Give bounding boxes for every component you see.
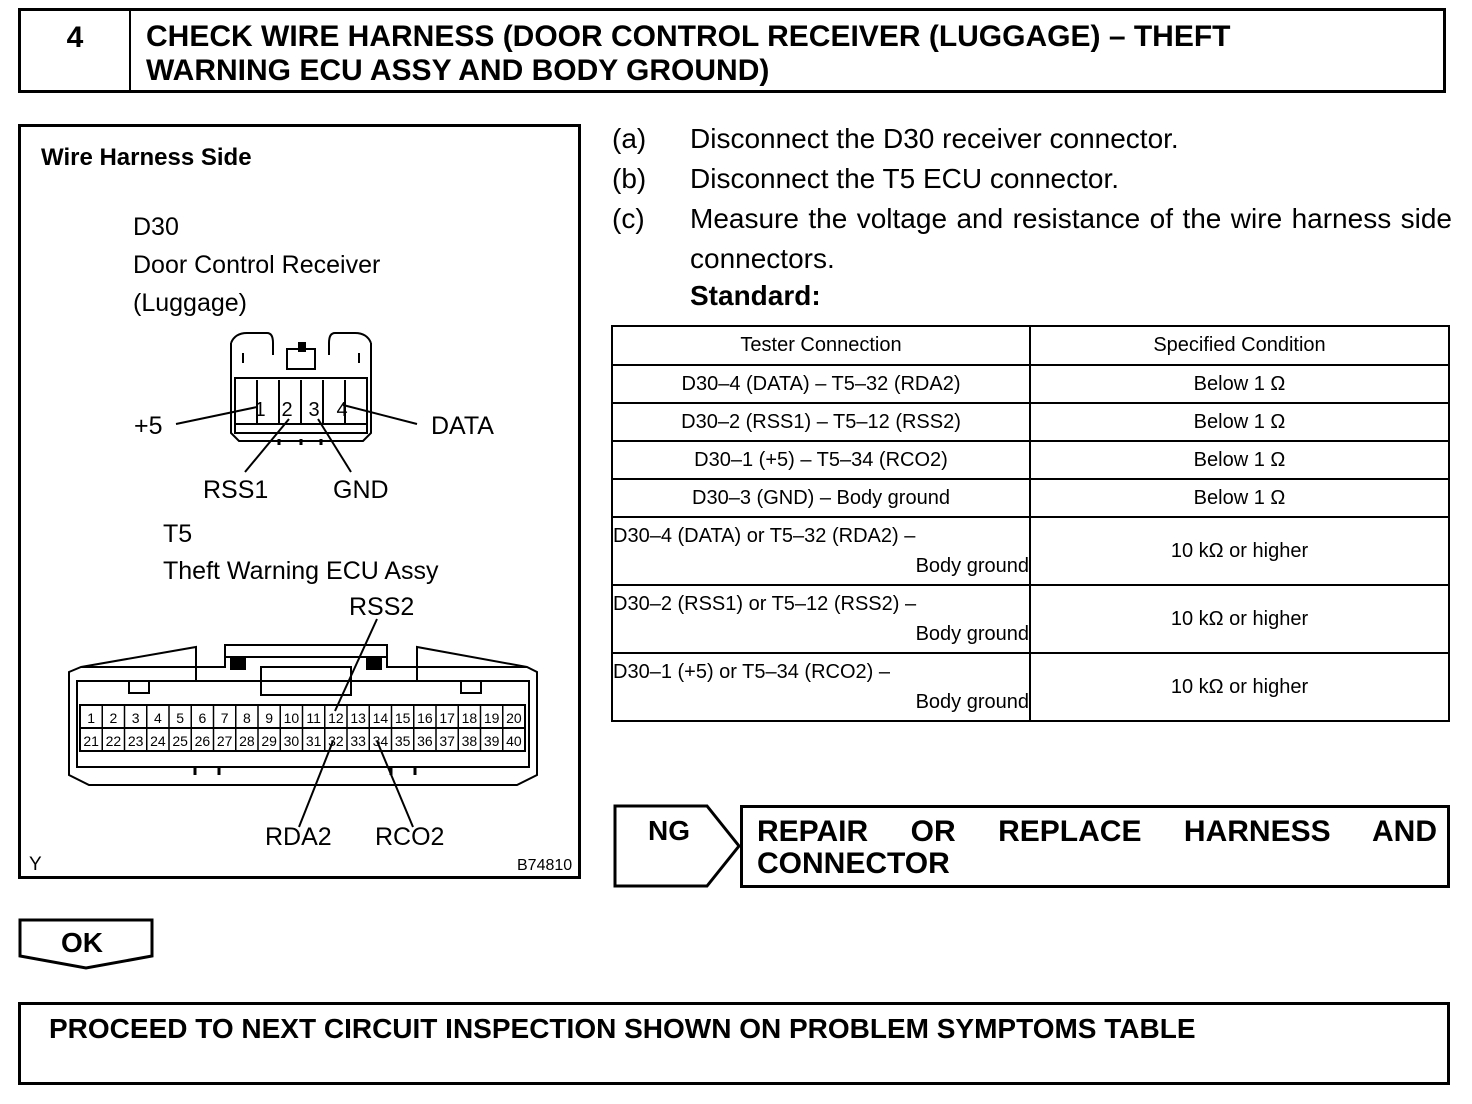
- t5-pin-26: 26: [194, 733, 211, 749]
- connection-line2: Body ground: [915, 555, 1030, 577]
- connection-line1: D30–1 (+5) or T5–34 (RCO2) –: [613, 661, 890, 683]
- t5-pin-27: 27: [216, 733, 233, 749]
- specified-condition-cell: Below 1 Ω: [1030, 365, 1449, 403]
- t5-pin-8: 8: [242, 710, 251, 726]
- table-row: [612, 403, 1449, 441]
- next-step-box: [18, 1002, 1450, 1085]
- tester-connection-cell: D30–1 (+5) – T5–34 (RCO2): [612, 441, 1030, 479]
- tester-connection-cell: D30–3 (GND) – Body ground: [612, 479, 1030, 517]
- d30-label-data: DATA: [431, 412, 494, 440]
- t5-pin-40: 40: [506, 733, 522, 749]
- t5-pin-28: 28: [239, 733, 255, 749]
- t5-pin-38: 38: [461, 733, 478, 749]
- step-title-line2: WARNING ECU ASSY AND BODY GROUND): [146, 54, 770, 87]
- t5-pin-6: 6: [198, 710, 207, 726]
- d30-pin-1: 1: [254, 399, 266, 421]
- t5-pin-16: 16: [417, 710, 433, 726]
- t5-pin-21: 21: [83, 733, 99, 749]
- step-title: [146, 20, 1436, 88]
- ng-branch-arrow: [613, 804, 743, 888]
- step-number: 4: [21, 11, 131, 90]
- specified-condition-cell: 10 kΩ or higher: [1030, 517, 1449, 585]
- instruction-c-text: Measure the voltage and resistance of the wire harness side connectors.: [690, 203, 1452, 274]
- instruction-b-letter: (b): [612, 163, 647, 194]
- t5-pin-2: 2: [109, 710, 118, 726]
- instruction-a-text: Disconnect the D30 receiver connector.: [690, 123, 1179, 154]
- t5-pin-22: 22: [105, 733, 122, 749]
- table-row: [612, 441, 1449, 479]
- table-row: [612, 365, 1449, 403]
- d30-leader-lines: [176, 405, 417, 472]
- step-header: [18, 8, 1446, 93]
- connection-line2: Body ground: [915, 623, 1030, 645]
- specified-condition-cell: 10 kΩ or higher: [1030, 585, 1449, 653]
- t5-pin-23: 23: [127, 733, 144, 749]
- specified-condition-cell: 10 kΩ or higher: [1030, 653, 1449, 721]
- d30-name-line2: (Luggage): [133, 289, 247, 317]
- t5-pin-30: 30: [283, 733, 300, 749]
- t5-pin-31: 31: [305, 733, 322, 749]
- step-title-line1: CHECK WIRE HARNESS (DOOR CONTROL RECEIVER (LUGGAGE) – THEFT: [146, 20, 1231, 53]
- connection-line1: D30–2 (RSS1) or T5–12 (RSS2) –: [613, 593, 917, 615]
- tester-connection-cell: [612, 585, 1030, 653]
- table-row: [612, 653, 1449, 721]
- d30-pin-4: 4: [336, 399, 348, 421]
- diagram-title: Wire Harness Side: [41, 144, 252, 171]
- table-row: [612, 585, 1449, 653]
- t5-pin-19: 19: [483, 710, 500, 726]
- connection-line1: D30–4 (DATA) or T5–32 (RDA2) –: [613, 525, 916, 547]
- tester-connection-cell: [612, 517, 1030, 585]
- d30-label-plus5: +5: [134, 412, 163, 440]
- connector-diagram-svg: [21, 127, 578, 876]
- tester-connection-cell: [612, 653, 1030, 721]
- t5-label-rco2: RCO2: [375, 823, 445, 851]
- corner-mark: Y: [29, 854, 42, 875]
- d30-code: D30: [133, 213, 179, 241]
- t5-pin-29: 29: [261, 733, 277, 749]
- t5-pin-37: 37: [439, 733, 455, 749]
- ng-action-line1: REPAIR OR REPLACE HARNESS AND: [757, 815, 1437, 848]
- t5-pin-24: 24: [150, 733, 166, 749]
- t5-pin-13: 13: [350, 710, 366, 726]
- t5-pin-9: 9: [265, 710, 274, 726]
- tester-connection-cell: D30–2 (RSS1) – T5–12 (RSS2): [612, 403, 1030, 441]
- table-header-row: [612, 326, 1449, 365]
- t5-pin-3: 3: [131, 710, 140, 726]
- figure-id: B74810: [517, 857, 573, 874]
- t5-pin-7: 7: [220, 710, 229, 726]
- t5-pin-4: 4: [153, 710, 162, 726]
- t5-pin-1: 1: [87, 710, 96, 726]
- t5-pin-5: 5: [176, 710, 185, 726]
- d30-name-line1: Door Control Receiver: [133, 251, 381, 279]
- t5-label-rss2: RSS2: [349, 593, 415, 621]
- specified-condition-cell: Below 1 Ω: [1030, 403, 1449, 441]
- table-row: [612, 517, 1449, 585]
- t5-pin-32: 32: [328, 733, 344, 749]
- instruction-c-letter: (c): [612, 203, 645, 234]
- specified-condition-cell: Below 1 Ω: [1030, 479, 1449, 517]
- spec-table: [611, 325, 1450, 722]
- t5-pin-11: 11: [306, 710, 321, 726]
- connection-line2: Body ground: [915, 691, 1030, 713]
- table-row: [612, 479, 1449, 517]
- ok-label: OK: [61, 927, 103, 958]
- t5-pin-20: 20: [506, 710, 522, 726]
- t5-pin-36: 36: [417, 733, 433, 749]
- t5-pin-10: 10: [283, 710, 300, 726]
- t5-pin-18: 18: [461, 710, 478, 726]
- t5-code: T5: [163, 520, 193, 548]
- tester-connection-cell: D30–4 (DATA) – T5–32 (RDA2): [612, 365, 1030, 403]
- t5-pin-12: 12: [328, 710, 344, 726]
- t5-pin-39: 39: [483, 733, 500, 749]
- t5-pin-35: 35: [394, 733, 411, 749]
- d30-pin-2: 2: [281, 399, 293, 421]
- d30-label-rss1: RSS1: [203, 476, 269, 504]
- standard-label: Standard:: [690, 280, 821, 311]
- header-tester-connection: Tester Connection: [612, 326, 1030, 365]
- t5-pin-25: 25: [172, 733, 188, 749]
- next-step-text: PROCEED TO NEXT CIRCUIT INSPECTION SHOWN ON PROBLEM SYMPTOMS TABLE: [49, 1013, 1196, 1044]
- ng-action-box: [740, 805, 1450, 888]
- t5-pin-33: 33: [350, 733, 366, 749]
- d30-label-gnd: GND: [333, 476, 389, 504]
- t5-pin-15: 15: [394, 710, 411, 726]
- t5-pin-34: 34: [372, 733, 389, 749]
- t5-pin-17: 17: [439, 710, 455, 726]
- ok-branch-arrow: [18, 918, 158, 974]
- ng-action-line2: CONNECTOR: [757, 847, 950, 880]
- wire-harness-diagram: [18, 124, 581, 879]
- t5-pin-14: 14: [372, 710, 389, 726]
- instruction-a-letter: (a): [612, 123, 647, 154]
- specified-condition-cell: Below 1 Ω: [1030, 441, 1449, 479]
- d30-pin-3: 3: [308, 399, 320, 421]
- t5-name: Theft Warning ECU Assy: [163, 557, 439, 585]
- d30-connector: [231, 333, 371, 445]
- instruction-b-text: Disconnect the T5 ECU connector.: [690, 163, 1120, 194]
- header-specified-condition: Specified Condition: [1030, 326, 1449, 365]
- ng-label: NG: [648, 815, 690, 846]
- t5-label-rda2: RDA2: [265, 823, 332, 851]
